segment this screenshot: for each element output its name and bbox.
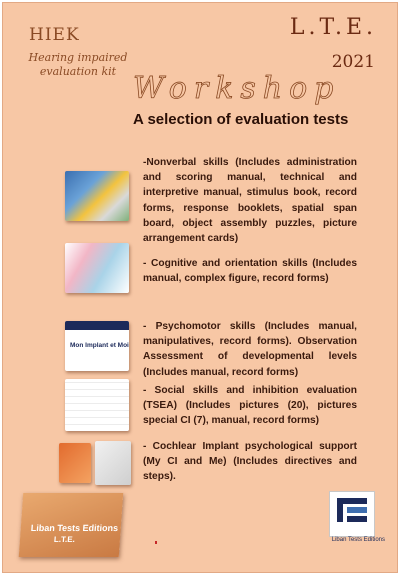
decorative-dot <box>155 541 157 544</box>
psychomotor-kit-image <box>65 321 129 371</box>
item-cochlear-implant-support: - Cochlear Implant psychological support (My CI and Me) (Includes directives and steps). <box>143 441 357 483</box>
hiek-code: HIEK <box>29 25 80 45</box>
item-cognitive-skills: - Cognitive and orientation skills (Includes manual, complex figure, record forms) <box>143 258 357 285</box>
nonverbal-kit-image <box>65 171 129 221</box>
item-psychomotor-skills: - Psychomotor skills (Includes manual, manipulatives, record forms). Observation Assessment of developmental levels (Includes manual, record forms) <box>143 321 357 378</box>
social-skills-kit-image <box>65 379 129 431</box>
hiek-subtitle-line1: Hearing impaired <box>28 51 128 64</box>
ci-support-image-left <box>59 443 91 483</box>
edition-year: 2021 <box>331 52 375 72</box>
lte-brand <box>290 15 377 72</box>
box-label-line2: L.T.E. <box>53 535 76 544</box>
workshop-title: Workshop <box>133 71 341 106</box>
lte-code: L.T.E. <box>289 15 377 40</box>
ci-support-image-right <box>95 441 131 485</box>
hiek-subtitle-line2: evaluation kit <box>39 65 117 78</box>
lte-logo <box>329 491 375 537</box>
booklet-header-bar <box>65 321 129 330</box>
poster-page <box>2 2 398 573</box>
page-subtitle: A selection of evaluation tests <box>133 111 349 128</box>
cognitive-kit-image <box>65 243 129 293</box>
hiek-brand <box>23 25 133 79</box>
product-box <box>19 493 123 557</box>
lte-logo-mark <box>337 498 367 522</box>
item-nonverbal-skills: -Nonverbal skills (Includes administration and scoring manual, technical and interpretive manual, stimulus book, record forms, response booklets, spatial span board, object assembly puzzles, picture arrangement cards) <box>143 157 357 245</box>
logo-caption: Liban Tests Editions <box>331 537 385 543</box>
item-social-skills: - Social skills and inhibition evaluation (TSEA) (Includes pictures (20), pictures special CI (7), manual, record forms) <box>143 385 357 427</box>
booklet-title: Mon Implant et Moi <box>70 342 129 349</box>
box-label-line1: Liban Tests Editions <box>30 523 119 533</box>
